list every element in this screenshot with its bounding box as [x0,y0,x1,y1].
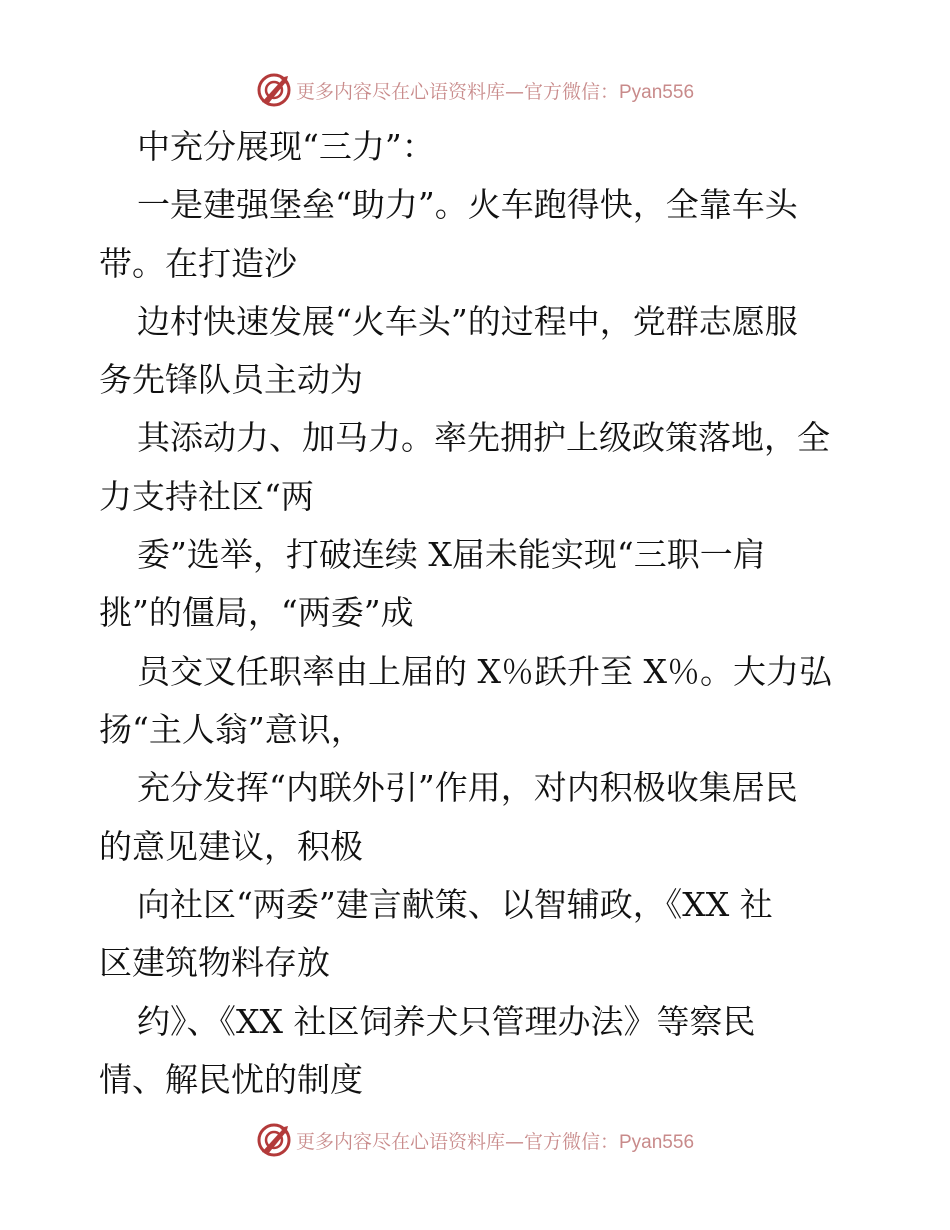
text-line: 委”选举，打破连续 X届未能实现“三职一肩 [137,535,766,574]
text-line: 充分发挥“内联外引”作用，对内积极收集居民 [137,768,798,807]
text-line: 约》、《XX 社区饲养犬只管理办法》等察民 [137,1002,756,1041]
watermark-text [296,1127,694,1154]
text-line: 挑”的僵局，“两委”成 [99,593,414,632]
text-line: 情、解民忧的制度 [99,1060,363,1099]
text-line: 区建筑物料存放 [99,943,330,982]
footer-watermark [0,1120,950,1160]
text-line: 向社区“两委”建言献策、以智辅政，《XX 社 [137,885,773,924]
text-line: 其添动力、加马力。率先拥护上级政策落地，全 [137,418,830,457]
watermark-wechat-id: Pyan556 [619,81,695,103]
text-line: 务先锋队员主动为 [99,360,363,399]
watermark-label: 更多内容尽在心语资料库—官方微信： [295,1130,619,1153]
watermark-label: 更多内容尽在心语资料库—官方微信： [295,80,619,103]
text-line: 力支持社区“两 [99,477,314,516]
text-line: 的意见建议，积极 [99,827,363,866]
text-line: 扬“主人翁”意识， [99,710,364,749]
text-line: 一是建强堡垒“助力”。火车跑得快，全靠车头 [137,185,798,224]
text-line: 中充分展现“三力”： [137,127,435,166]
text-line: 边村快速发展“火车头”的过程中，党群志愿服 [137,302,798,341]
text-line: 员交叉任职率由上届的 X％跃升至 X％。大力弘 [137,652,832,691]
text-line: 带。在打造沙 [99,244,297,283]
watermark-wechat-id: Pyan556 [619,1131,695,1153]
logo-icon [256,1122,292,1158]
